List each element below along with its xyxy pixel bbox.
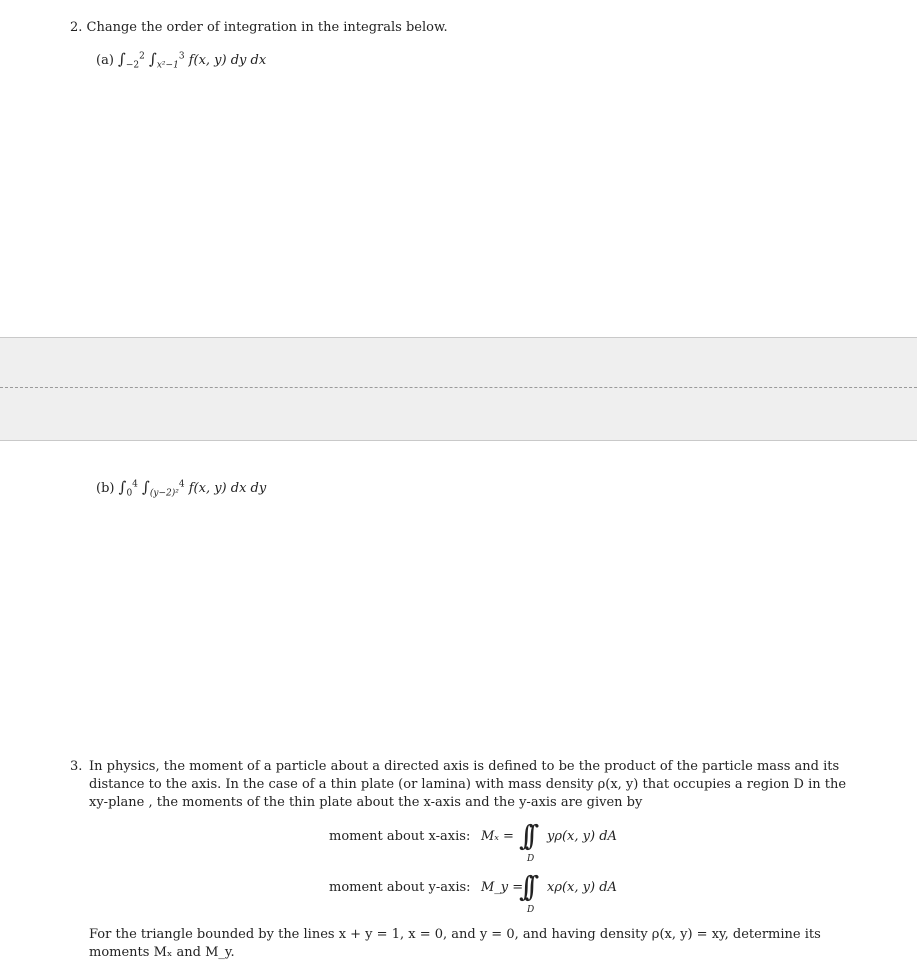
integrand: f(x, y) dy dx [188,53,267,68]
eq1-label: moment about x-axis: [329,829,471,844]
eq1-integrand: yρ(x, y) dA [547,829,617,844]
q2a-label: (a) [96,53,114,68]
double-integral-sign: ∫∫ [519,870,531,903]
q2b-integral [96,478,266,498]
inner-integral-sign: ∫ [142,478,150,496]
eq2-integrand: xρ(x, y) dA [547,880,617,895]
inner-integral-sign: ∫ [149,50,157,68]
outer-integral-sign: ∫ [118,478,127,496]
page-break-dashed-line [0,387,917,388]
q3-line-2: distance to the axis. In the case of a thin plate (or lamina) with mass density ρ(x, y) that occupies a region D in the [89,777,847,792]
q2-heading [70,19,448,37]
q3-line-4: For the triangle bounded by the lines x + y = 1, x = 0, and y = 0, and having density ρ(x, y) = xy, determine its [89,927,821,942]
inner-upper-limit: 4 [178,479,185,490]
inner-lower-limit: (y−2)² [149,488,179,499]
outer-lower-limit: 0 [126,488,133,499]
integrand: f(x, y) dx dy [188,481,267,496]
outer-integral-sign: ∫ [118,50,126,68]
q2a-integral [96,50,266,70]
inner-upper-limit: 3 [178,51,185,62]
region-d-subscript: D [527,905,535,915]
q2b-label: (b) [96,481,115,496]
q2-text: Change the order of integration in the integrals below. [86,20,448,35]
outer-lower-limit: −2 [125,60,140,71]
eq2-label: moment about y-axis: [329,880,471,895]
outer-upper-limit: 4 [132,479,138,490]
region-d-subscript: D [527,854,535,864]
q3-line-3: xy-plane , the moments of the thin plate about the x-axis and the y-axis are given by [89,795,643,810]
double-integral-sign: ∫∫ [519,819,531,852]
q3-line-1: In physics, the moment of a particle about a directed axis is defined to be the product of the particle mass and its [89,759,840,774]
q3-line-5: moments Mₓ and M_y. [89,945,235,960]
eq2-lhs: M_y = [481,880,524,895]
page-break-band [0,337,917,441]
q3-number: 3. [70,759,83,774]
outer-upper-limit: 2 [139,51,145,62]
inner-lower-limit: x²−1 [156,60,179,71]
q2-number: 2. [70,20,83,35]
eq1-lhs: Mₓ = [481,829,514,844]
